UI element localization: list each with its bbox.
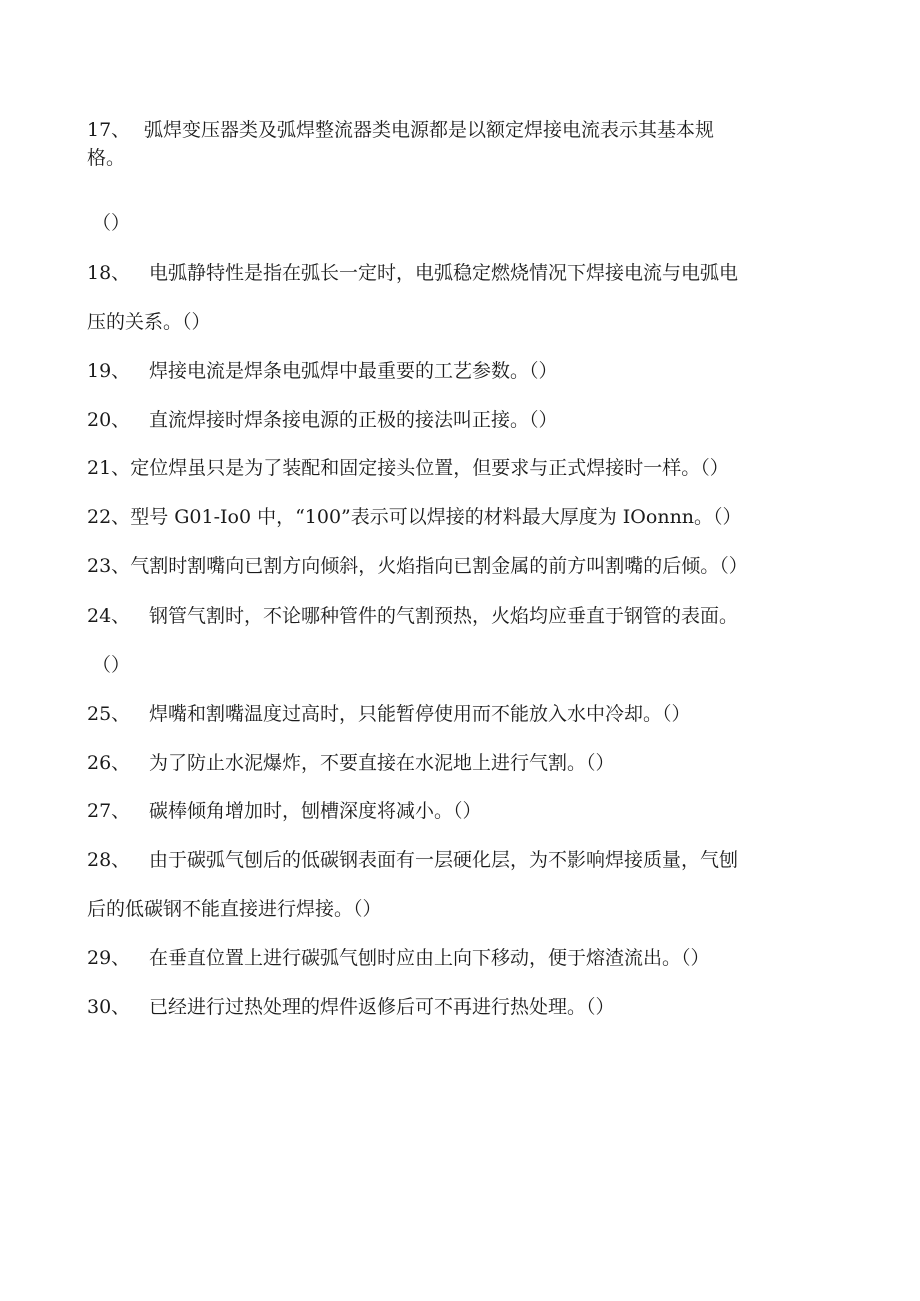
question-30 — [87, 998, 615, 1017]
question-24 — [87, 607, 738, 626]
question-number: 30、 — [87, 996, 131, 1018]
question-text: 型号 G01-Io0 中，“100”表示可以焊接的材料最大厚度为 IOonnn。（） — [130, 506, 742, 528]
question-text: 钢管气割时，不论哪种管件的气割预热，火焰均应垂直于钢管的表面。 — [149, 605, 739, 627]
answer-blank: （） — [92, 212, 131, 234]
question-26 — [87, 754, 615, 773]
question-text: 在垂直位置上进行碳弧气刨时应由上向下移动，便于熔渣流出。（） — [149, 947, 710, 969]
question-number: 17、 — [87, 119, 131, 141]
question-25 — [87, 705, 691, 724]
question-text: 碳棒倾角增加时，刨槽深度将减小。（） — [149, 800, 482, 822]
question-17-continuation — [87, 149, 125, 168]
question-21 — [87, 459, 729, 478]
question-24-answer-blank — [92, 656, 130, 675]
question-number: 27、 — [87, 800, 131, 822]
question-18 — [87, 264, 738, 283]
question-23 — [87, 557, 748, 576]
question-text: 直流焊接时焊条接电源的正极的接法叫正接。（） — [149, 409, 558, 431]
question-text: 由于碳弧气刨后的低碳钢表面有一层硬化层，为不影响焊接质量，气刨 — [149, 849, 739, 871]
question-text: 为了防止水泥爆炸，不要直接在水泥地上进行气割。（） — [149, 752, 615, 774]
question-18-continuation — [87, 313, 211, 332]
question-text-continuation: 格。 — [87, 147, 126, 169]
question-text: 已经进行过热处理的焊件返修后可不再进行热处理。（） — [149, 996, 615, 1018]
question-28-continuation — [87, 900, 382, 919]
question-text-continuation: 后的低碳钢不能直接进行焊接。（） — [87, 898, 382, 920]
question-27 — [87, 802, 482, 821]
question-number: 21、 — [87, 457, 131, 479]
question-22 — [87, 508, 742, 527]
question-17-answer-blank — [92, 214, 130, 233]
question-text: 焊嘴和割嘴温度过高时，只能暂停使用而不能放入水中冷却。（） — [149, 703, 691, 725]
question-number: 18、 — [87, 262, 131, 284]
question-text: 焊接电流是焊条电弧焊中最重要的工艺参数。（） — [149, 360, 558, 382]
question-number: 20、 — [87, 409, 131, 431]
question-17 — [87, 121, 714, 140]
question-number: 25、 — [87, 703, 131, 725]
question-19 — [87, 362, 558, 381]
question-text: 定位焊虽只是为了装配和固定接头位置，但要求与正式焊接时一样。（） — [130, 457, 729, 479]
answer-blank: （） — [92, 654, 131, 676]
question-number: 29、 — [87, 947, 131, 969]
question-number: 26、 — [87, 752, 131, 774]
question-text: 弧焊变压器类及弧焊整流器类电源都是以额定焊接电流表示其基本规 — [144, 119, 715, 141]
question-28 — [87, 851, 738, 870]
question-29 — [87, 949, 710, 968]
question-text-continuation: 压的关系。（） — [87, 311, 211, 333]
question-number: 23、 — [87, 555, 131, 577]
question-number: 28、 — [87, 849, 131, 871]
question-number: 19、 — [87, 360, 131, 382]
question-number: 22、 — [87, 506, 131, 528]
question-text: 气割时割嘴向已割方向倾斜，火焰指向已割金属的前方叫割嘴的后倾。（） — [130, 555, 748, 577]
question-20 — [87, 411, 558, 430]
question-number: 24、 — [87, 605, 131, 627]
question-text: 电弧静特性是指在弧长一定时，电弧稳定燃烧情况下焊接电流与电弧电 — [149, 262, 739, 284]
